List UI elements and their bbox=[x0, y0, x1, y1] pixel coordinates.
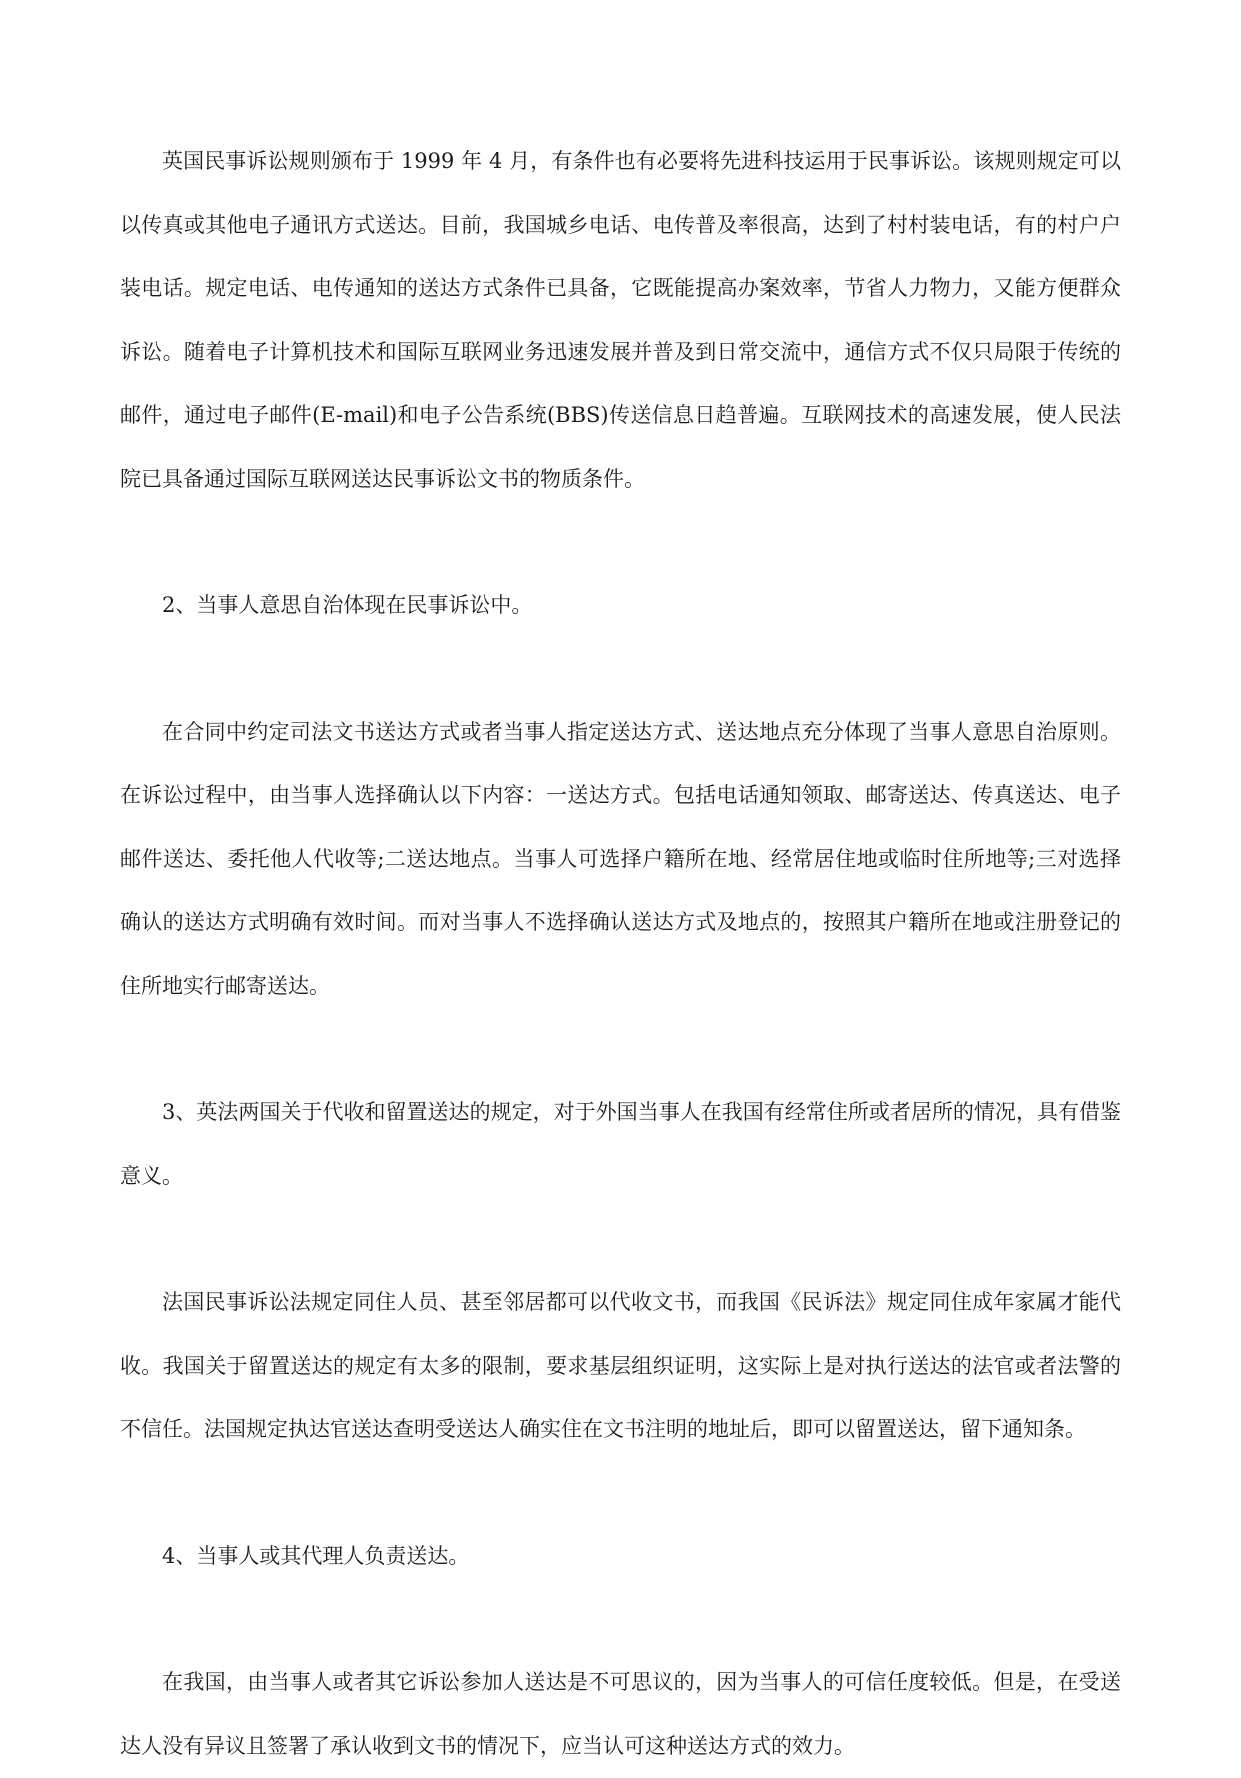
document-body bbox=[120, 130, 1121, 1778]
paragraph: 法国民事诉讼法规定同住人员、甚至邻居都可以代收文书，而我国《民诉法》规定同住成年家属才能代收。我国关于留置送达的规定有太多的限制，要求基层组织证明，这实际上是对执行送达的法官或者法警的不信任。法国规定执达官送达查明受送达人确实住在文书注明的地址后，即可以留置送达，留下通知条。 bbox=[120, 1290, 1121, 1441]
paragraph: 在我国，由当事人或者其它诉讼参加人送达是不可思议的，因为当事人的可信任度较低。但是，在受送达人没有异议且签署了承认收到文书的情况下，应当认可这种送达方式的效力。 bbox=[120, 1670, 1121, 1758]
section-heading: 3、英法两国关于代收和留置送达的规定，对于外国当事人在我国有经常住所或者居所的情况，具有借鉴意义。 bbox=[120, 1100, 1121, 1188]
paragraph: 英国民事诉讼规则颁布于 1999 年 4 月，有条件也有必要将先进科技运用于民事诉讼。该规则规定可以以传真或其他电子通讯方式送达。目前，我国城乡电话、电传普及率很高，达到了村村装电话，有的村户户装电话。规定电话、电传通知的送达方式条件已具备，它既能提高办案效率，节省人力物力，又能方便群众诉讼。随着电子计算机技术和国际互联网业务迅速发展并普及到日常交流中，通信方式不仅只局限于传统的邮件，通过电子邮件(E-mail)和电子公告系统(BBS)传送信息日趋普遍。互联网技术的高速发展，使人民法院已具备通过国际互联网送达民事诉讼文书的物质条件。 bbox=[120, 149, 1121, 491]
section-heading: 4、当事人或其代理人负责送达。 bbox=[162, 1543, 470, 1568]
section-heading: 2、当事人意思自治体现在民事诉讼中。 bbox=[162, 593, 533, 617]
paragraph: 在合同中约定司法文书送达方式或者当事人指定送达方式、送达地点充分体现了当事人意思自治原则。在诉讼过程中，由当事人选择确认以下内容：一送达方式。包括电话通知领取、邮寄送达、传真送达、电子邮件送达、委托他人代收等;二送达地点。当事人可选择户籍所在地、经常居住地或临时住所地等;三对选择确认的送达方式明确有效时间。而对当事人不选择确认送达方式及地点的，按照其户籍所在地或注册登记的住所地实行邮寄送达。 bbox=[120, 719, 1121, 998]
